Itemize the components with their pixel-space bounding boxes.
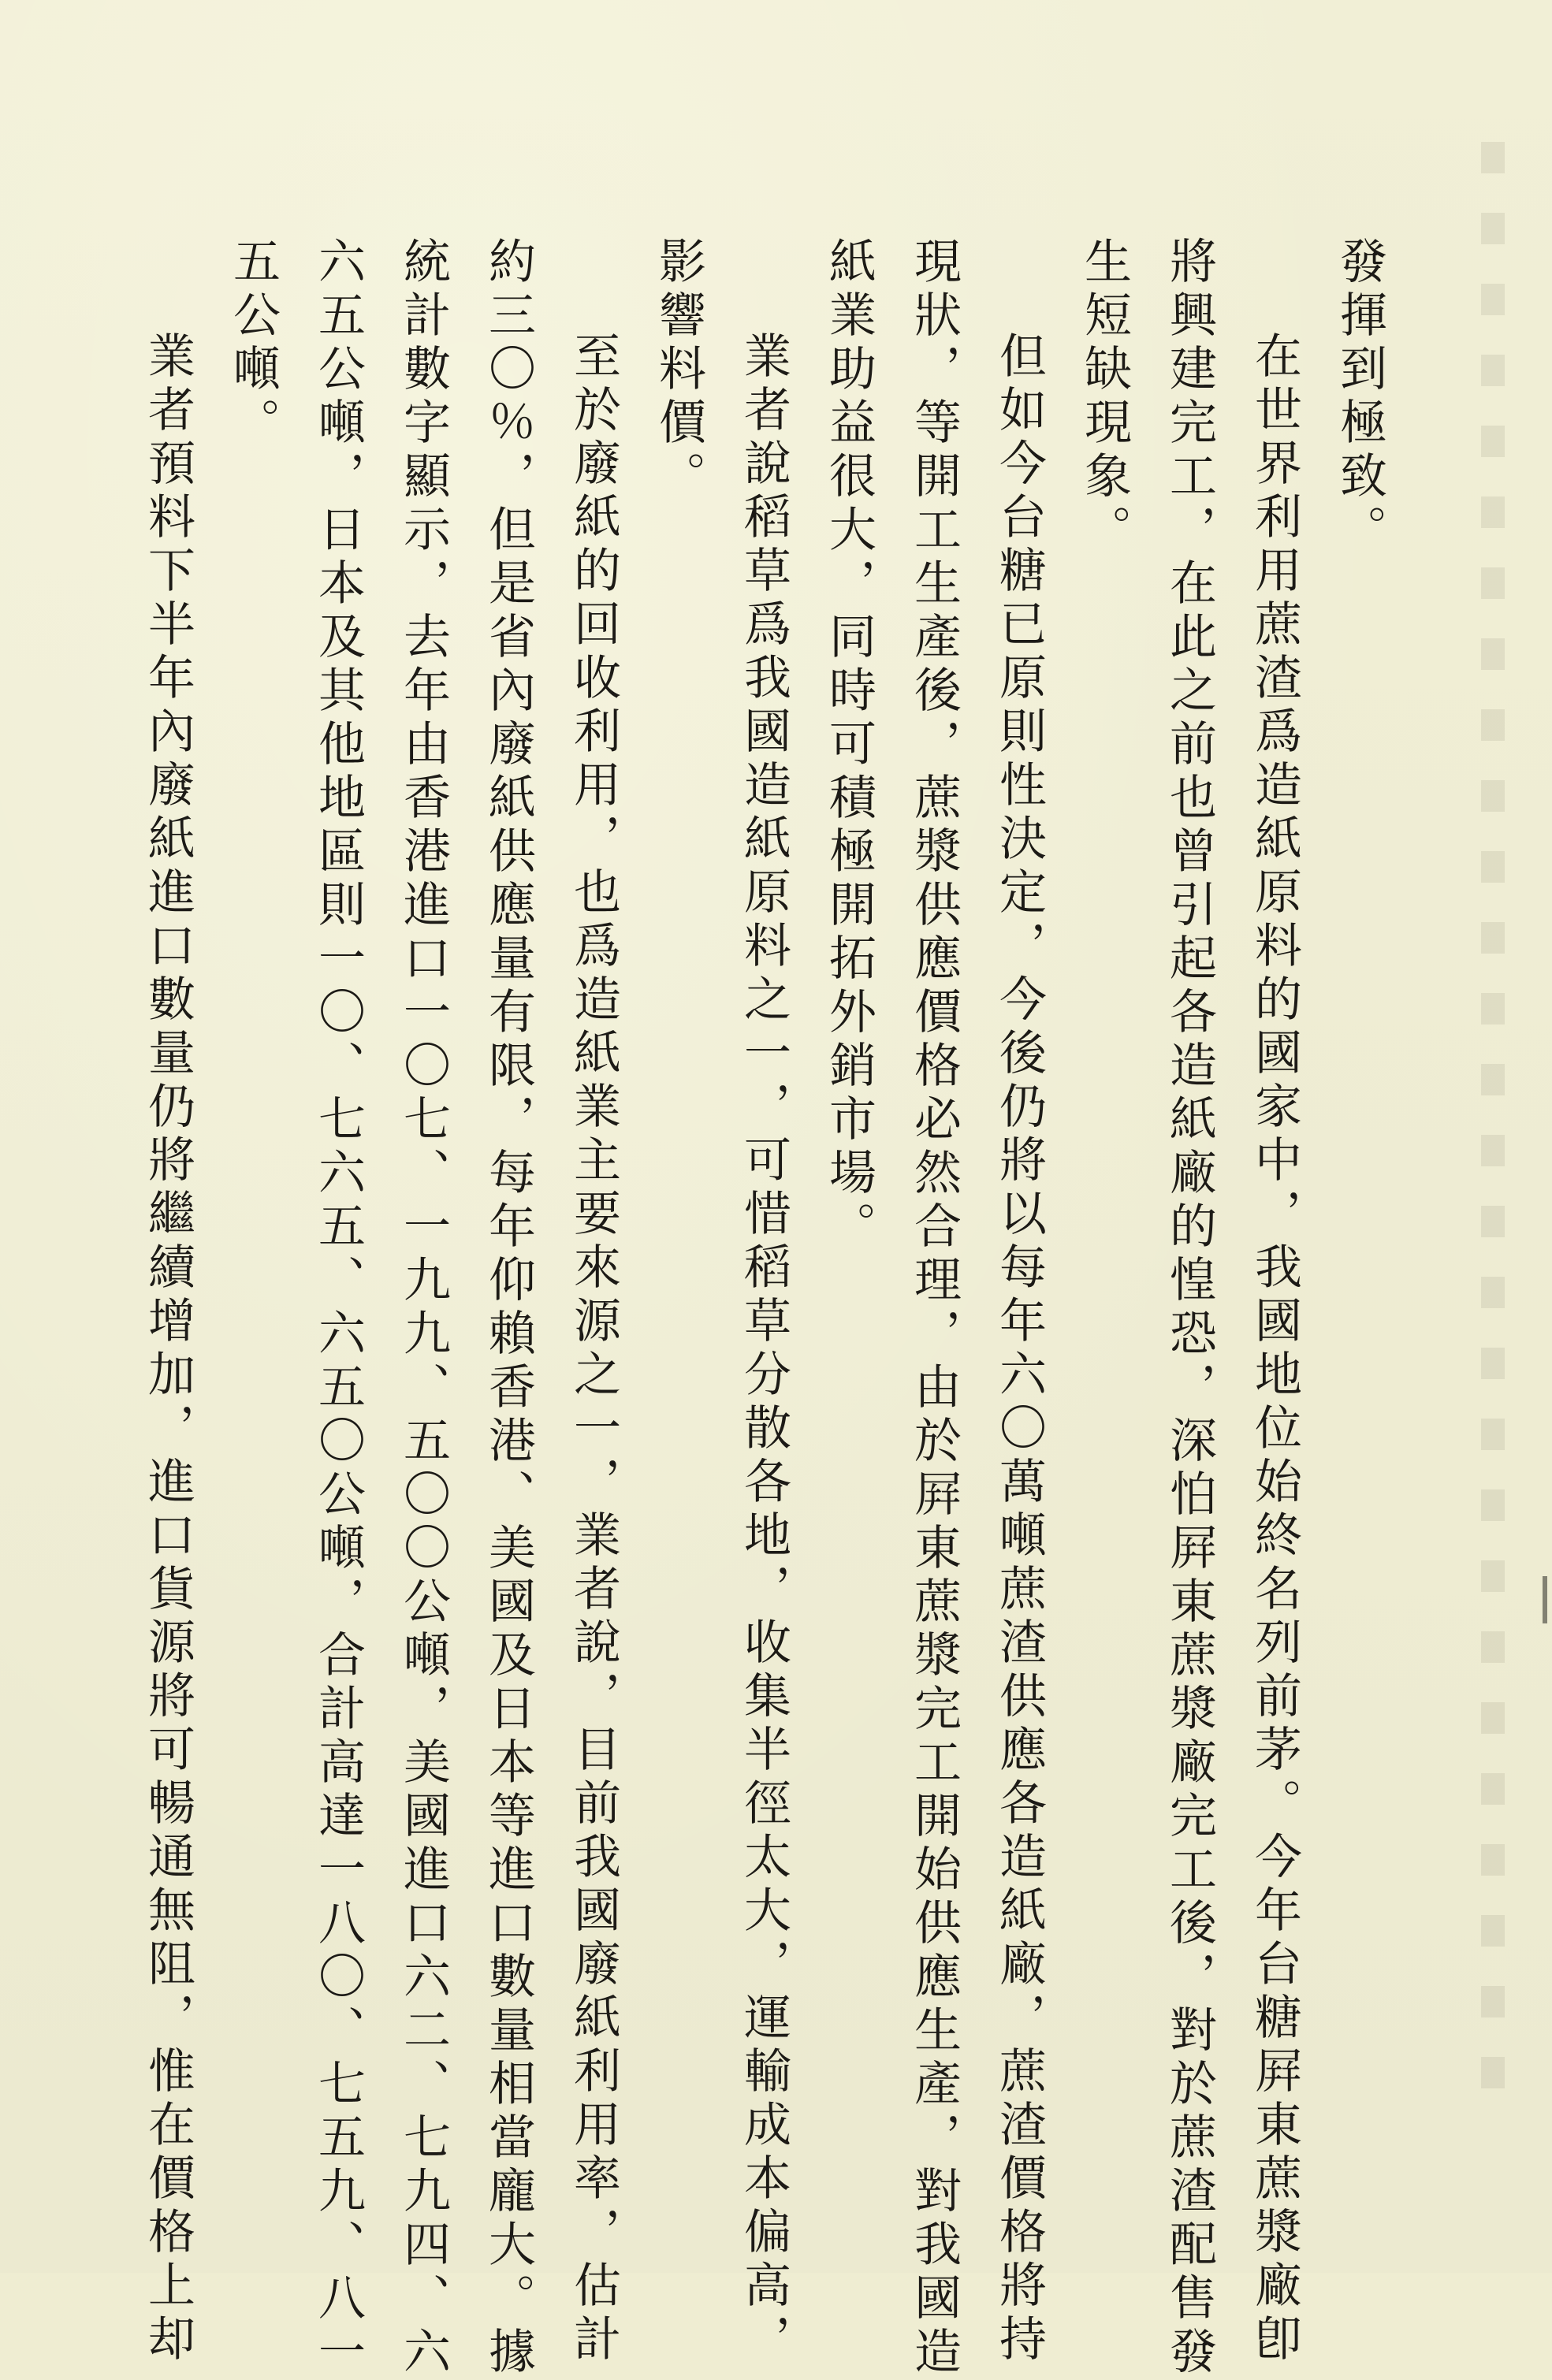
text-column-9: 影響料價。 [651, 236, 706, 504]
text-column-7: 紙業助益很大，同時可積極開拓外銷市場。 [821, 236, 876, 1255]
text-column-10: 至於廢紙的回收利用，也爲造紙業主要來源之一，業者說，目前我國廢紙利用率，估計 [566, 331, 621, 2367]
text-column-3: 將興建完工，在此之前也曾引起各造紙廠的惶恐，深怕屛東蔗漿廠完工後，對於蔗渣配售發 [1162, 236, 1217, 2380]
text-column-13: 六五公噸，日本及其他地區則一〇、七六五、六五〇公噸，合計高達一八〇、七五九、八一 [311, 236, 366, 2380]
text-column-2: 在世界利用蔗渣爲造紙原料的國家中，我國地位始終名列前茅。今年台糖屛東蔗漿廠卽 [1247, 331, 1302, 2367]
text-column-14: 五公噸。 [225, 236, 281, 451]
text-column-6: 現狀，等開工生產後，蔗漿供應價格必然合理，由於屛東蔗漿完工開始供應生產，對我國造 [906, 236, 962, 2380]
text-column-5: 但如今台糖已原則性決定，今後仍將以每年六〇萬噸蔗渣供應各造紙廠，蔗渣價格將持 [992, 331, 1047, 2367]
text-column-11: 約三〇％，但是省內廢紙供應量有限，每年仰賴香港、美國及日本等進口數量相當龐大。據 [481, 236, 536, 2380]
text-column-15: 業者預料下半年內廢紙進口數量仍將繼續增加，進口貨源將可暢通無阻，惟在價格上却 [140, 331, 195, 2367]
text-column-4: 生短缺現象。 [1077, 236, 1132, 558]
bleed-through-shadow [1481, 142, 1505, 2112]
text-column-8: 業者說稻草爲我國造紙原料之一，可惜稻草分散各地，收集半徑太大，運輸成本偏高， [736, 331, 791, 2367]
page-edge-mark [1543, 1576, 1547, 1623]
text-column-12: 統計數字顯示，去年由香港進口一〇七、一九九、五〇〇公噸，美國進口六二、七九四、六 [396, 236, 451, 2380]
text-column-1: 發揮到極致。 [1332, 236, 1387, 558]
vertical-text-block [125, 236, 1402, 2380]
